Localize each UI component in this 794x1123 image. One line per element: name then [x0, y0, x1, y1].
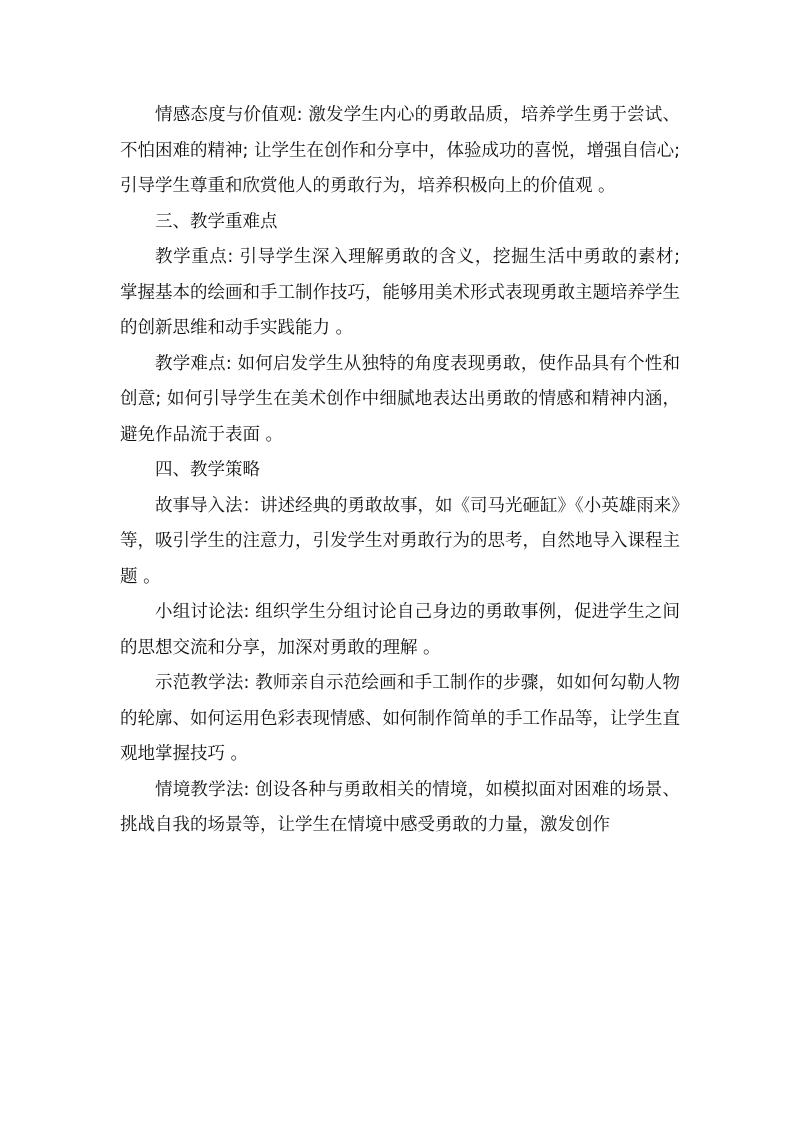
paragraph-story-method: 故事导入法：讲述经典的勇敢故事，如《司马光砸缸》《小英雄雨来》等，吸引学生的注意力，引发学生对勇敢行为的思考，自然地导入课程主题 。: [120, 495, 680, 587]
section-heading-key-difficult-points: 三、教学重难点: [155, 211, 278, 232]
paragraph-situational-teaching: 情境教学法: 创设各种与勇敢相关的情境，如模拟面对困难的场景、挑战自我的场景等，让学生在情境中感受勇敢的力量，激发创作: [120, 779, 680, 835]
paragraph-teaching-focus: 教学重点: 引导学生深入理解勇敢的含义，挖掘生活中勇敢的素材; 掌握基本的绘画和手工制作技巧，能够用美术形式表现勇敢主题培养学生的创新思维和动手实践能力 。: [120, 247, 680, 338]
section-heading-teaching-strategy: 四、教学策略: [155, 460, 260, 480]
document-body: [120, 98, 680, 844]
paragraph-demonstration: 示范教学法: 教师亲自示范绘画和手工制作的步骤，如如何勾勒人物的轮廓、如何运用色彩表现情感、如何制作简单的手工作品等，让学生直观地掌握技巧 。: [120, 673, 680, 764]
paragraph-group-discussion: 小组讨论法: 组织学生分组讨论自己身边的勇敢事例，促进学生之间的思想交流和分享，加深对勇敢的理解 。: [120, 602, 680, 658]
paragraph-emotion-values: 情感态度与价值观: 激发学生内心的勇敢品质，培养学生勇于尝试、不怕困难的精神; 让学生在创作和分享中，体验成功的喜悦，增强自信心; 引导学生尊重和欣赏他人的勇敢行为，培养积极向上的价值观 。: [120, 105, 680, 196]
paragraph-teaching-difficulty: 教学难点: 如何启发学生从独特的角度表现勇敢，使作品具有个性和创意; 如何引导学生在美术创作中细腻地表达出勇敢的情感和精神内涵，避免作品流于表面 。: [120, 353, 680, 445]
